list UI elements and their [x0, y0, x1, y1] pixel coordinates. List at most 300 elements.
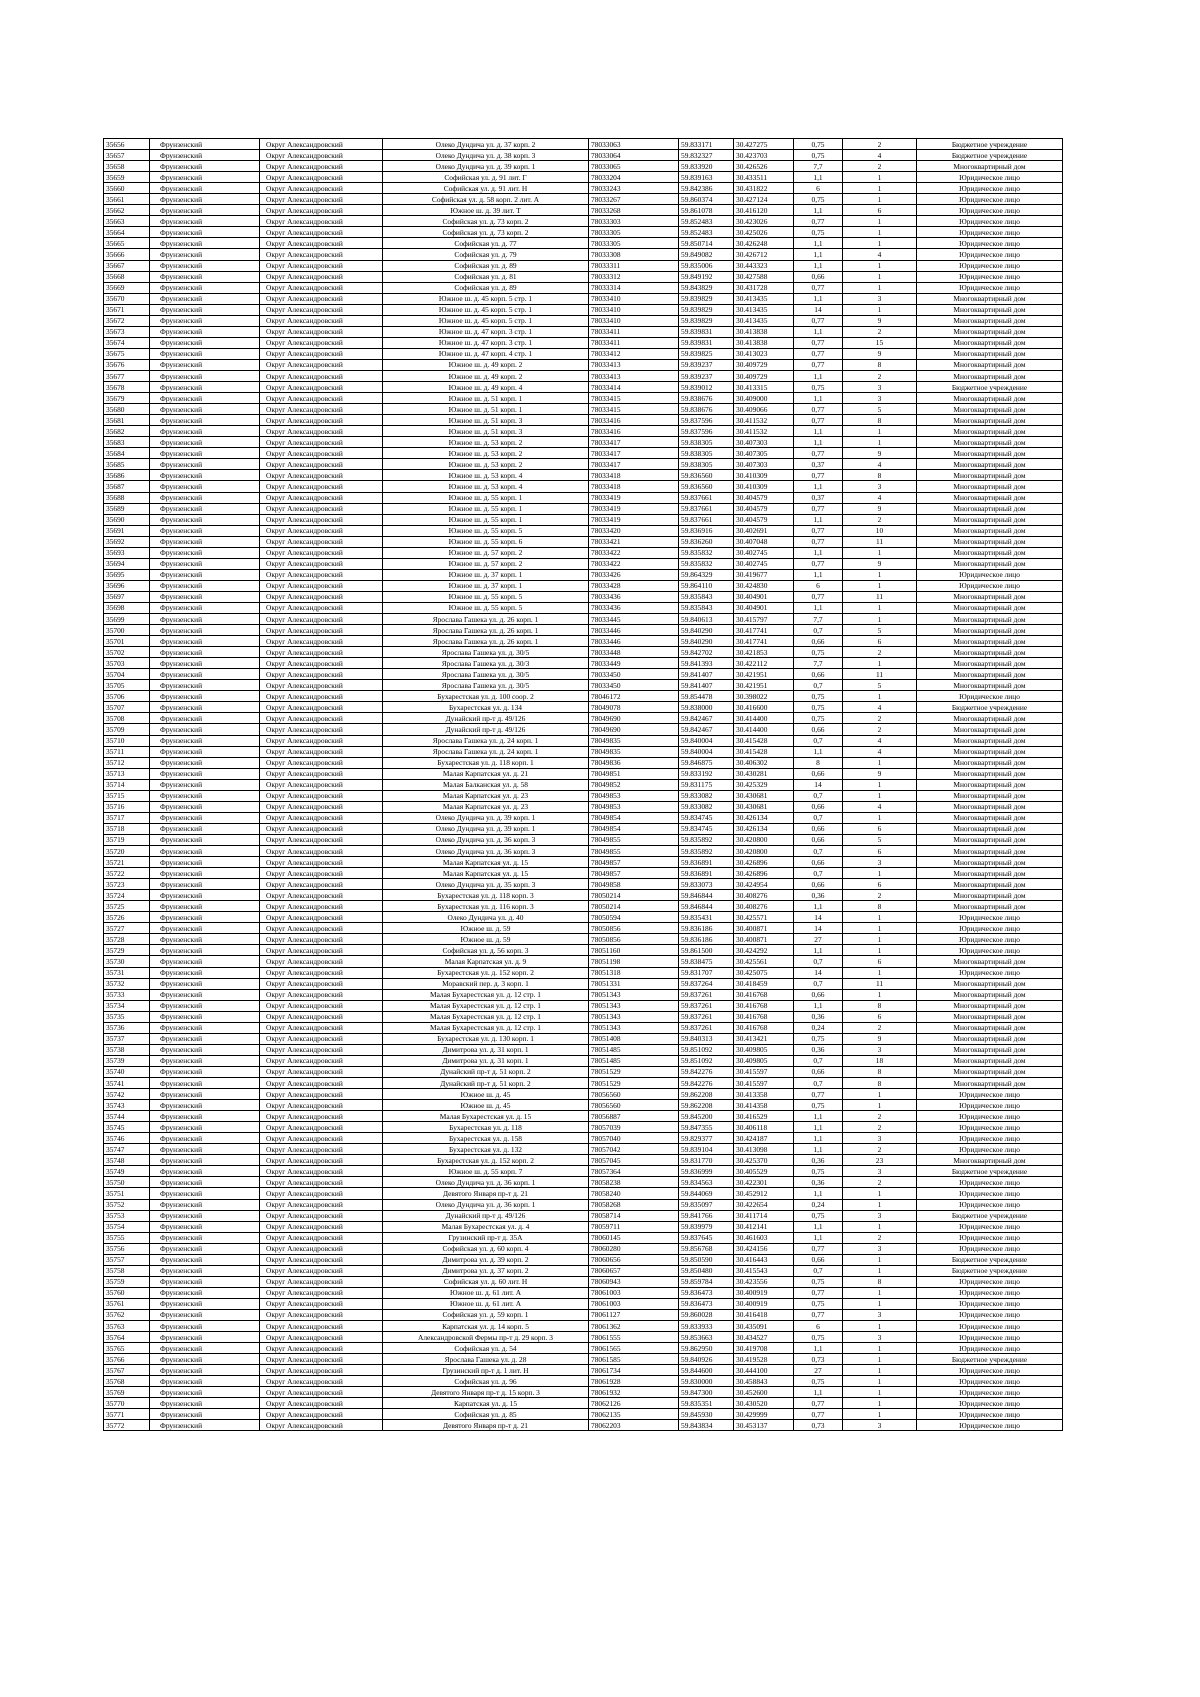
id-cell: 35714	[104, 779, 150, 790]
table-row	[104, 503, 1063, 514]
longitude-cell: 30.414358	[734, 1100, 794, 1111]
id-cell: 35666	[104, 249, 150, 260]
okrug-cell: Округ Александровский	[260, 1066, 383, 1077]
longitude-cell: 30.421951	[734, 669, 794, 680]
table-row	[104, 647, 1063, 658]
table-row	[104, 912, 1063, 923]
id-cell: 35712	[104, 757, 150, 768]
count-cell: 1	[843, 183, 917, 194]
address-cell: Малая Карпатская ул. д. 21	[383, 768, 589, 779]
id-cell: 35668	[104, 271, 150, 282]
id-cell: 35670	[104, 293, 150, 304]
okrug-cell: Округ Александровский	[260, 1265, 383, 1276]
longitude-cell: 30.404579	[734, 514, 794, 525]
address-cell: Малая Карпатская ул. д. 9	[383, 956, 589, 967]
id-cell: 35735	[104, 1011, 150, 1022]
table-row	[104, 1044, 1063, 1055]
district-cell: Фрунзенский	[150, 1044, 260, 1055]
type-cell: Многоквартирный дом	[917, 956, 1063, 967]
latitude-cell: 59.837596	[679, 415, 734, 426]
type-cell: Многоквартирный дом	[917, 834, 1063, 845]
latitude-cell: 59.856768	[679, 1243, 734, 1254]
code-cell: 78056887	[589, 1111, 679, 1122]
address-cell: Девятого Января пр-т д. 21	[383, 1188, 589, 1199]
value-cell: 0,66	[794, 271, 843, 282]
address-cell: Бухарестская ул. д. 152 корп. 2	[383, 967, 589, 978]
longitude-cell: 30.398022	[734, 691, 794, 702]
type-cell: Юридическое лицо	[917, 1332, 1063, 1343]
district-cell: Фрунзенский	[150, 1332, 260, 1343]
value-cell: 0,77	[794, 448, 843, 459]
district-cell: Фрунзенский	[150, 337, 260, 348]
okrug-cell: Округ Александровский	[260, 426, 383, 437]
latitude-cell: 59.835097	[679, 1199, 734, 1210]
district-cell: Фрунзенский	[150, 348, 260, 359]
value-cell: 0,75	[794, 702, 843, 713]
id-cell: 35765	[104, 1343, 150, 1354]
type-cell: Юридическое лицо	[917, 923, 1063, 934]
code-cell: 78033415	[589, 393, 679, 404]
address-cell: Южное ш. д. 57 корп. 2	[383, 558, 589, 569]
longitude-cell: 30.425075	[734, 967, 794, 978]
type-cell: Юридическое лицо	[917, 1089, 1063, 1100]
district-cell: Фрунзенский	[150, 746, 260, 757]
okrug-cell: Округ Александровский	[260, 702, 383, 713]
latitude-cell: 59.833920	[679, 161, 734, 172]
type-cell: Многоквартирный дом	[917, 426, 1063, 437]
code-cell: 78033063	[589, 139, 679, 150]
value-cell: 8	[794, 757, 843, 768]
count-cell: 3	[843, 1332, 917, 1343]
latitude-cell: 59.835843	[679, 602, 734, 613]
longitude-cell: 30.424830	[734, 580, 794, 591]
code-cell: 78033420	[589, 525, 679, 536]
value-cell: 1,1	[794, 1232, 843, 1243]
okrug-cell: Округ Александровский	[260, 337, 383, 348]
table-row	[104, 437, 1063, 448]
count-cell: 1	[843, 1409, 917, 1420]
okrug-cell: Округ Александровский	[260, 1077, 383, 1088]
id-cell: 35724	[104, 890, 150, 901]
count-cell: 1	[843, 912, 917, 923]
code-cell: 78033428	[589, 580, 679, 591]
code-cell: 78033411	[589, 337, 679, 348]
address-cell: Ярослава Гашека ул. д. 30/3	[383, 658, 589, 669]
code-cell: 78049690	[589, 724, 679, 735]
code-cell: 78033445	[589, 614, 679, 625]
code-cell: 78061003	[589, 1298, 679, 1309]
id-cell: 35688	[104, 492, 150, 503]
address-cell: Южное ш. д. 55 корп. 1	[383, 492, 589, 503]
okrug-cell: Округ Александровский	[260, 691, 383, 702]
id-cell: 35738	[104, 1044, 150, 1055]
longitude-cell: 30.409729	[734, 370, 794, 381]
okrug-cell: Округ Александровский	[260, 1166, 383, 1177]
table-row	[104, 846, 1063, 857]
value-cell: 27	[794, 934, 843, 945]
longitude-cell: 30.413435	[734, 315, 794, 326]
district-cell: Фрунзенский	[150, 370, 260, 381]
id-cell: 35748	[104, 1155, 150, 1166]
id-cell: 35739	[104, 1055, 150, 1066]
longitude-cell: 30.404579	[734, 503, 794, 514]
latitude-cell: 59.833171	[679, 139, 734, 150]
latitude-cell: 59.840613	[679, 614, 734, 625]
value-cell: 0,77	[794, 315, 843, 326]
count-cell: 8	[843, 1066, 917, 1077]
latitude-cell: 59.835006	[679, 260, 734, 271]
id-cell: 35730	[104, 956, 150, 967]
longitude-cell: 30.431822	[734, 183, 794, 194]
latitude-cell: 59.839829	[679, 304, 734, 315]
okrug-cell: Округ Александровский	[260, 1232, 383, 1243]
code-cell: 78033419	[589, 514, 679, 525]
okrug-cell: Округ Александровский	[260, 315, 383, 326]
id-cell: 35690	[104, 514, 150, 525]
address-cell: Софийская ул. д. 56 корп. 3	[383, 945, 589, 956]
latitude-cell: 59.835431	[679, 912, 734, 923]
district-cell: Фрунзенский	[150, 1100, 260, 1111]
district-cell: Фрунзенский	[150, 1066, 260, 1077]
address-cell: Дунайский пр-т д. 51 корп. 2	[383, 1077, 589, 1088]
latitude-cell: 59.835351	[679, 1398, 734, 1409]
address-cell: Малая Балканская ул. д. 58	[383, 779, 589, 790]
value-cell: 0,7	[794, 846, 843, 857]
longitude-cell: 30.431728	[734, 282, 794, 293]
id-cell: 35683	[104, 437, 150, 448]
count-cell: 4	[843, 492, 917, 503]
district-cell: Фрунзенский	[150, 1188, 260, 1199]
table-row	[104, 890, 1063, 901]
count-cell: 5	[843, 404, 917, 415]
latitude-cell: 59.833082	[679, 790, 734, 801]
value-cell: 1,1	[794, 945, 843, 956]
okrug-cell: Округ Александровский	[260, 1376, 383, 1387]
value-cell: 0,7	[794, 680, 843, 691]
id-cell: 35693	[104, 547, 150, 558]
type-cell: Многоквартирный дом	[917, 790, 1063, 801]
id-cell: 35754	[104, 1221, 150, 1232]
okrug-cell: Округ Александровский	[260, 393, 383, 404]
value-cell: 0,66	[794, 879, 843, 890]
district-cell: Фрунзенский	[150, 1287, 260, 1298]
address-cell: Южное ш. д. 47 корп. 3 стр. 1	[383, 326, 589, 337]
okrug-cell: Округ Александровский	[260, 1398, 383, 1409]
count-cell: 2	[843, 713, 917, 724]
address-cell: Софийская ул. д. 60 корп. 4	[383, 1243, 589, 1254]
address-cell: Бухарестская ул. д. 132	[383, 1144, 589, 1155]
latitude-cell: 59.842702	[679, 647, 734, 658]
code-cell: 78061928	[589, 1376, 679, 1387]
address-cell: Ярослава Гашека ул. д. 24 корп. 1	[383, 735, 589, 746]
longitude-cell: 30.418459	[734, 978, 794, 989]
address-cell: Софийская ул. д. 89	[383, 260, 589, 271]
type-cell: Многоквартирный дом	[917, 359, 1063, 370]
table-row	[104, 404, 1063, 415]
district-cell: Фрунзенский	[150, 1155, 260, 1166]
table-row	[104, 315, 1063, 326]
value-cell: 1,1	[794, 1387, 843, 1398]
address-cell: Малая Карпатская ул. д. 15	[383, 868, 589, 879]
id-cell: 35661	[104, 194, 150, 205]
table-row	[104, 172, 1063, 183]
okrug-cell: Округ Александровский	[260, 1177, 383, 1188]
latitude-cell: 59.835892	[679, 834, 734, 845]
table-row	[104, 1409, 1063, 1420]
latitude-cell: 59.835892	[679, 846, 734, 857]
district-cell: Фрунзенский	[150, 956, 260, 967]
type-cell: Юридическое лицо	[917, 1298, 1063, 1309]
type-cell: Юридическое лицо	[917, 945, 1063, 956]
value-cell: 0,66	[794, 857, 843, 868]
district-cell: Фрунзенский	[150, 382, 260, 393]
type-cell: Многоквартирный дом	[917, 823, 1063, 834]
table-row	[104, 150, 1063, 161]
district-cell: Фрунзенский	[150, 1254, 260, 1265]
id-cell: 35764	[104, 1332, 150, 1343]
district-cell: Фрунзенский	[150, 978, 260, 989]
district-cell: Фрунзенский	[150, 768, 260, 779]
longitude-cell: 30.433511	[734, 172, 794, 183]
table-row	[104, 547, 1063, 558]
id-cell: 35722	[104, 868, 150, 879]
longitude-cell: 30.425329	[734, 779, 794, 790]
count-cell: 3	[843, 1309, 917, 1320]
count-cell: 1	[843, 1365, 917, 1376]
id-cell: 35715	[104, 790, 150, 801]
code-cell: 78049857	[589, 857, 679, 868]
count-cell: 6	[843, 879, 917, 890]
type-cell: Юридическое лицо	[917, 172, 1063, 183]
code-cell: 78056560	[589, 1089, 679, 1100]
type-cell: Многоквартирный дом	[917, 1044, 1063, 1055]
table-row	[104, 1000, 1063, 1011]
okrug-cell: Округ Александровский	[260, 1022, 383, 1033]
address-cell: Бухарестская ул. д. 118 корп. 1	[383, 757, 589, 768]
address-cell: Олеко Дундича ул. д. 35 корп. 3	[383, 879, 589, 890]
code-cell: 78049852	[589, 779, 679, 790]
count-cell: 18	[843, 1055, 917, 1066]
code-cell: 78033413	[589, 370, 679, 381]
district-cell: Фрунзенский	[150, 260, 260, 271]
code-cell: 78049854	[589, 812, 679, 823]
count-cell: 1	[843, 1199, 917, 1210]
address-cell: Олеко Дундича ул. д. 36 корп. 3	[383, 846, 589, 857]
latitude-cell: 59.834745	[679, 812, 734, 823]
value-cell: 0,75	[794, 691, 843, 702]
count-cell: 4	[843, 150, 917, 161]
type-cell: Бюджетное учреждение	[917, 139, 1063, 150]
value-cell: 1,1	[794, 1188, 843, 1199]
okrug-cell: Округ Александровский	[260, 580, 383, 591]
table-row	[104, 1376, 1063, 1387]
address-cell: Малая Бухарестская ул. д. 12 стр. 1	[383, 989, 589, 1000]
code-cell: 78049835	[589, 735, 679, 746]
longitude-cell: 30.430520	[734, 1398, 794, 1409]
table-row	[104, 1298, 1063, 1309]
okrug-cell: Округ Александровский	[260, 647, 383, 658]
id-cell: 35747	[104, 1144, 150, 1155]
latitude-cell: 59.860374	[679, 194, 734, 205]
code-cell: 78033418	[589, 481, 679, 492]
okrug-cell: Округ Александровский	[260, 569, 383, 580]
longitude-cell: 30.411714	[734, 1210, 794, 1221]
latitude-cell: 59.833933	[679, 1321, 734, 1332]
count-cell: 3	[843, 1210, 917, 1221]
address-cell: Грузинский пр-т д. 35А	[383, 1232, 589, 1243]
code-cell: 78060656	[589, 1254, 679, 1265]
count-cell: 3	[843, 1133, 917, 1144]
code-cell: 78033421	[589, 536, 679, 547]
latitude-cell: 59.846875	[679, 757, 734, 768]
type-cell: Юридическое лицо	[917, 1243, 1063, 1254]
address-cell: Бухарестская ул. д. 158	[383, 1133, 589, 1144]
latitude-cell: 59.838305	[679, 459, 734, 470]
type-cell: Юридическое лицо	[917, 238, 1063, 249]
okrug-cell: Округ Александровский	[260, 359, 383, 370]
type-cell: Многоквартирный дом	[917, 293, 1063, 304]
district-cell: Фрунзенский	[150, 1343, 260, 1354]
type-cell: Многоквартирный дом	[917, 1055, 1063, 1066]
count-cell: 23	[843, 1155, 917, 1166]
value-cell: 1,1	[794, 901, 843, 912]
district-cell: Фрунзенский	[150, 1387, 260, 1398]
district-cell: Фрунзенский	[150, 1398, 260, 1409]
count-cell: 3	[843, 393, 917, 404]
id-cell: 35759	[104, 1276, 150, 1287]
district-cell: Фрунзенский	[150, 1033, 260, 1044]
district-cell: Фрунзенский	[150, 161, 260, 172]
value-cell: 0,77	[794, 1243, 843, 1254]
okrug-cell: Округ Александровский	[260, 1122, 383, 1133]
count-cell: 1	[843, 945, 917, 956]
code-cell: 78061585	[589, 1354, 679, 1365]
latitude-cell: 59.840290	[679, 636, 734, 647]
address-cell: Дунайский пр-т д. 49/126	[383, 724, 589, 735]
district-cell: Фрунзенский	[150, 216, 260, 227]
type-cell: Юридическое лицо	[917, 1221, 1063, 1232]
value-cell: 0,24	[794, 1199, 843, 1210]
okrug-cell: Округ Александровский	[260, 216, 383, 227]
code-cell: 78033064	[589, 150, 679, 161]
table-row	[104, 680, 1063, 691]
table-row	[104, 1011, 1063, 1022]
count-cell: 1	[843, 1354, 917, 1365]
address-cell: Южное ш. д. 55 корп. 6	[383, 536, 589, 547]
table-row	[104, 348, 1063, 359]
latitude-cell: 59.840926	[679, 1354, 734, 1365]
address-cell: Олеко Дундича ул. д. 39 корп. 1	[383, 161, 589, 172]
table-row	[104, 978, 1063, 989]
okrug-cell: Округ Александровский	[260, 956, 383, 967]
value-cell: 0,7	[794, 1077, 843, 1088]
value-cell: 0,75	[794, 1298, 843, 1309]
okrug-cell: Округ Александровский	[260, 536, 383, 547]
count-cell: 1	[843, 426, 917, 437]
value-cell: 0,75	[794, 227, 843, 238]
address-cell: Южное ш. д. 51 корп. 1	[383, 404, 589, 415]
latitude-cell: 59.835843	[679, 591, 734, 602]
type-cell: Многоквартирный дом	[917, 713, 1063, 724]
district-cell: Фрунзенский	[150, 481, 260, 492]
type-cell: Юридическое лицо	[917, 1376, 1063, 1387]
code-cell: 78049851	[589, 768, 679, 779]
address-cell: Грузинский пр-т д. 1 лит. Н	[383, 1365, 589, 1376]
longitude-cell: 30.404579	[734, 492, 794, 503]
address-cell: Ярослава Гашека ул. д. 26 корп. 1	[383, 625, 589, 636]
value-cell: 0,7	[794, 735, 843, 746]
type-cell: Юридическое лицо	[917, 1409, 1063, 1420]
count-cell: 4	[843, 459, 917, 470]
okrug-cell: Округ Александровский	[260, 404, 383, 415]
value-cell: 0,77	[794, 558, 843, 569]
longitude-cell: 30.426712	[734, 249, 794, 260]
address-cell: Южное ш. д. 57 корп. 2	[383, 547, 589, 558]
type-cell: Юридическое лицо	[917, 967, 1063, 978]
id-cell: 35762	[104, 1309, 150, 1320]
code-cell: 78033446	[589, 636, 679, 647]
type-cell: Многоквартирный дом	[917, 812, 1063, 823]
table-row	[104, 1122, 1063, 1133]
okrug-cell: Округ Александровский	[260, 547, 383, 558]
id-cell: 35665	[104, 238, 150, 249]
count-cell: 3	[843, 382, 917, 393]
district-cell: Фрунзенский	[150, 1122, 260, 1133]
longitude-cell: 30.425370	[734, 1155, 794, 1166]
address-cell: Южное ш. д. 55 корп. 1	[383, 503, 589, 514]
address-cell: Малая Бухарестская ул. д. 12 стр. 1	[383, 1022, 589, 1033]
value-cell: 0,75	[794, 713, 843, 724]
value-cell: 0,7	[794, 790, 843, 801]
table-row	[104, 1199, 1063, 1210]
type-cell: Многоквартирный дом	[917, 348, 1063, 359]
address-cell: Олеко Дундича ул. д. 36 корп. 3	[383, 834, 589, 845]
count-cell: 1	[843, 934, 917, 945]
okrug-cell: Округ Александровский	[260, 1133, 383, 1144]
value-cell: 0,37	[794, 492, 843, 503]
table-row	[104, 492, 1063, 503]
longitude-cell: 30.409066	[734, 404, 794, 415]
district-cell: Фрунзенский	[150, 779, 260, 790]
table-row	[104, 1055, 1063, 1066]
id-cell: 35673	[104, 326, 150, 337]
longitude-cell: 30.420800	[734, 834, 794, 845]
code-cell: 78050214	[589, 901, 679, 912]
code-cell: 78061932	[589, 1387, 679, 1398]
code-cell: 78049836	[589, 757, 679, 768]
id-cell: 35702	[104, 647, 150, 658]
table-row	[104, 580, 1063, 591]
value-cell: 0,77	[794, 359, 843, 370]
address-cell: Димитрова ул. д. 39 корп. 2	[383, 1254, 589, 1265]
code-cell: 78050856	[589, 923, 679, 934]
district-cell: Фрунзенский	[150, 1210, 260, 1221]
code-cell: 78051343	[589, 1022, 679, 1033]
type-cell: Многоквартирный дом	[917, 326, 1063, 337]
code-cell: 78060145	[589, 1232, 679, 1243]
code-cell: 78033417	[589, 459, 679, 470]
value-cell: 0,7	[794, 956, 843, 967]
latitude-cell: 59.837661	[679, 492, 734, 503]
okrug-cell: Округ Александровский	[260, 879, 383, 890]
type-cell: Юридическое лицо	[917, 912, 1063, 923]
table-row	[104, 1243, 1063, 1254]
district-cell: Фрунзенский	[150, 1309, 260, 1320]
okrug-cell: Округ Александровский	[260, 669, 383, 680]
value-cell: 0,66	[794, 1066, 843, 1077]
value-cell: 0,36	[794, 890, 843, 901]
value-cell: 0,75	[794, 139, 843, 150]
